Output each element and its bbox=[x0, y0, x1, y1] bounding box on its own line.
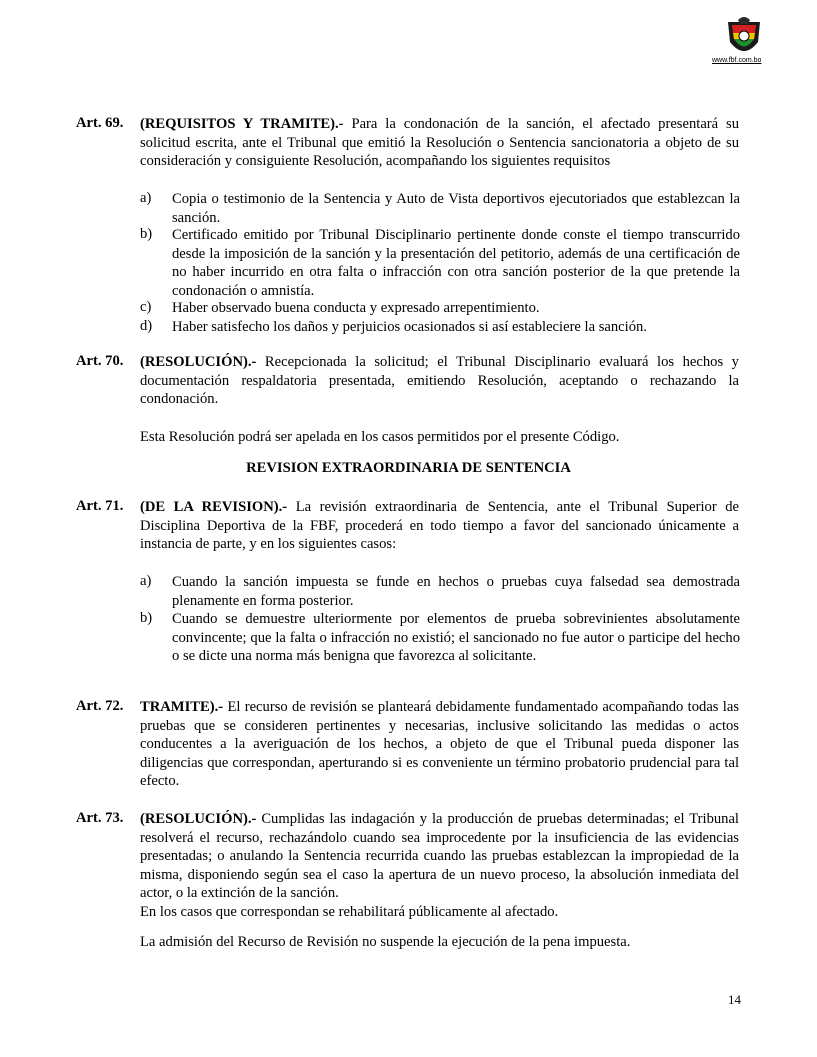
article-body bbox=[140, 498, 739, 554]
list-item: Cuando la sanción impuesta se funde en hechos o pruebas cuya falsedad sea demostrada plenamente en forma posterior. bbox=[172, 574, 740, 609]
list-item: Haber observado buena conducta y expresado arrepentimiento. bbox=[172, 300, 540, 316]
header-url[interactable]: www.fbf.com.bo bbox=[712, 57, 762, 64]
list-item: Copia o testimonio de la Sentencia y Auto de Vista deportivos ejecutoriados que establezcan la sanción. bbox=[172, 191, 740, 226]
list-item: Cuando se demuestre ulteriormente por elementos de prueba sobrevinientes absolutamente convincente; que la falta o infracción no existió; el sancionado no fue autor o participe del hecho o se dicte una norma más benigna que favorezca al solicitante. bbox=[172, 611, 740, 664]
article-title: TRAMITE).- bbox=[140, 699, 224, 715]
list-marker: b) bbox=[140, 610, 153, 626]
list-marker: d) bbox=[140, 318, 153, 334]
article-title: (RESOLUCIÓN).- bbox=[140, 811, 257, 827]
article-number: Art. 72. bbox=[76, 698, 124, 714]
article-title: (REQUISITOS Y TRAMITE).- bbox=[140, 116, 344, 132]
article-body bbox=[140, 115, 739, 171]
page-number: 14 bbox=[728, 992, 741, 1007]
list-marker: a) bbox=[140, 190, 152, 206]
article-title: (RESOLUCIÓN).- bbox=[140, 354, 257, 370]
article-extra: Esta Resolución podrá ser apelada en los casos permitidos por el presente Código. bbox=[140, 429, 620, 445]
list-item: Haber satisfecho los daños y perjuicios ocasionados si así estableciere la sanción. bbox=[172, 319, 647, 335]
article-extra: La admisión del Recurso de Revisión no suspende la ejecución de la pena impuesta. bbox=[140, 934, 631, 950]
article-body bbox=[140, 353, 739, 409]
article-text: El recurso de revisión se planteará debidamente fundamentado acompañando todas las pruebas que se consideren pertinentes y necesarias, inclusive solicitando las medidas o actos conducentes a la averiguación de los hechos, a objeto de que el Tribunal pueda disponer las diligencias que correspondan, aperturando si es conveniente un término probatorio prudencial para tal efecto. bbox=[140, 699, 740, 789]
article-text: La revisión extraordinaria de Sentencia, ante el Tribunal Superior de Disciplina Deportiva de la FBF, procederá en todo tiempo a favor del sancionado únicamente a instancia de parte, y en los siguientes casos: bbox=[140, 499, 739, 552]
article-number: Art. 71. bbox=[76, 498, 124, 514]
article-title: (DE LA REVISION).- bbox=[140, 499, 288, 515]
fbf-logo bbox=[724, 16, 764, 62]
article-text: Recepcionada la solicitud; el Tribunal Disciplinario evaluará los hechos y documentación respaldatoria presentada, emitiendo Resolución, aceptando o rechazando la condonación. bbox=[140, 354, 739, 407]
list-marker: b) bbox=[140, 226, 153, 242]
section-heading: REVISION EXTRAORDINARIA DE SENTENCIA bbox=[246, 460, 571, 476]
article-text: Para la condonación de la sanción, el afectado presentará su solicitud escrita, ante el Tribunal que emitió la Resolución o Sentencia sancionatoria a objeto de su consideración y consiguiente Resolución, acompañando los siguientes requisitos bbox=[140, 116, 740, 169]
article-number: Art. 70. bbox=[76, 353, 124, 369]
list-marker: a) bbox=[140, 573, 152, 589]
article-body bbox=[140, 810, 739, 903]
list-marker: c) bbox=[140, 299, 152, 315]
article-number: Art. 73. bbox=[76, 810, 124, 826]
article-number: Art. 69. bbox=[76, 115, 124, 131]
article-text-continued: En los casos que correspondan se rehabilitará públicamente al afectado. bbox=[140, 904, 559, 920]
list-item: Certificado emitido por Tribunal Disciplinario pertinente donde conste el tiempo transcurrido desde la imposición de la sanción y la presentación del petitorio, además de una certificación de no haber incurrido en otra falta o infracción con otra sanción posterior de la que pretende la condonación o amnistía. bbox=[172, 227, 740, 299]
article-text: Cumplidas las indagación y la producción de pruebas determinadas; el Tribunal resolverá el recurso, rechazándolo cuando sea improcedente por la insuficiencia de las evidencias presentadas; o anulando la Sentencia recurrida cuando las pruebas establezcan la impropiedad de la misma, disponiendo según sea el caso la apertura de un nuevo proceso, la absolución inmediata del actor, o la extinción de la sanción. bbox=[140, 811, 739, 901]
article-body bbox=[140, 698, 739, 791]
